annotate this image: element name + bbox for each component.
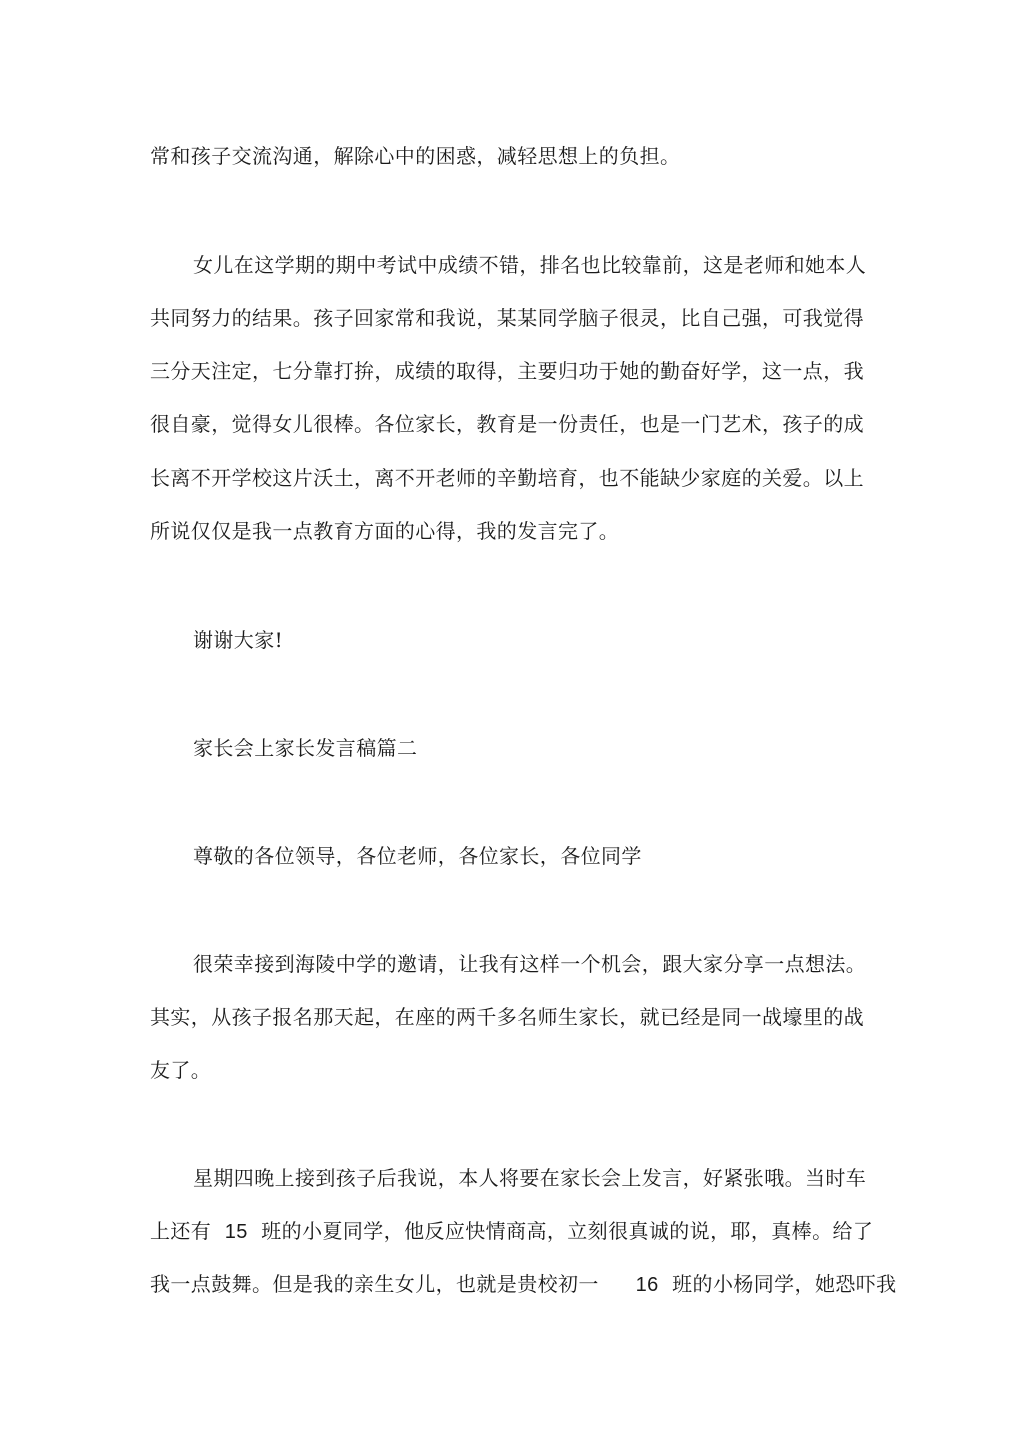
text-segment: 我一点鼓舞。但是我的亲生女儿，也就是贵校初一 <box>150 1272 599 1296</box>
class-number: 16 <box>635 1274 659 1296</box>
closing-line: 谢谢大家! <box>193 628 284 652</box>
text-segment: 上还有 <box>150 1219 212 1243</box>
section-title: 家长会上家长发言稿篇二 <box>193 736 418 760</box>
text-line <box>150 1218 873 1245</box>
salutation-line: 尊敬的各位领导，各位老师，各位家长，各位同学 <box>193 844 642 868</box>
text-line: 很自豪，觉得女儿很棒。各位家长，教育是一份责任，也是一门艺术，孩子的成 <box>150 412 864 436</box>
class-number: 15 <box>224 1221 248 1243</box>
text-segment: 班的小夏同学，他反应快情商高，立刻很真诚的说，耶，真棒。给了 <box>261 1219 874 1243</box>
text-line: 三分天注定，七分靠打拚，成绩的取得，主要归功于她的勤奋好学，这一点，我 <box>150 359 864 383</box>
text-line: 常和孩子交流沟通，解除心中的困惑，减轻思想上的负担。 <box>150 144 681 168</box>
text-line: 所说仅仅是我一点教育方面的心得，我的发言完了。 <box>150 519 620 543</box>
text-line: 友了。 <box>150 1058 212 1082</box>
text-line: 其实，从孩子报名那天起，在座的两千多名师生家长，就已经是同一战壕里的战 <box>150 1005 864 1029</box>
text-line: 共同努力的结果。孩子回家常和我说，某某同学脑子很灵，比自己强，可我觉得 <box>150 306 864 330</box>
text-line: 星期四晚上接到孩子后我说，本人将要在家长会上发言，好紧张哦。当时车 <box>193 1166 867 1190</box>
text-line: 女儿在这学期的期中考试中成绩不错，排名也比较靠前，这是老师和她本人 <box>193 253 867 277</box>
text-line <box>150 1271 897 1298</box>
text-line: 长离不开学校这片沃土，离不开老师的辛勤培育，也不能缺少家庭的关爱。以上 <box>150 466 864 490</box>
text-segment: 班的小杨同学，她恐吓我 <box>672 1272 897 1296</box>
text-line: 很荣幸接到海陵中学的邀请，让我有这样一个机会，跟大家分享一点想法。 <box>193 952 867 976</box>
